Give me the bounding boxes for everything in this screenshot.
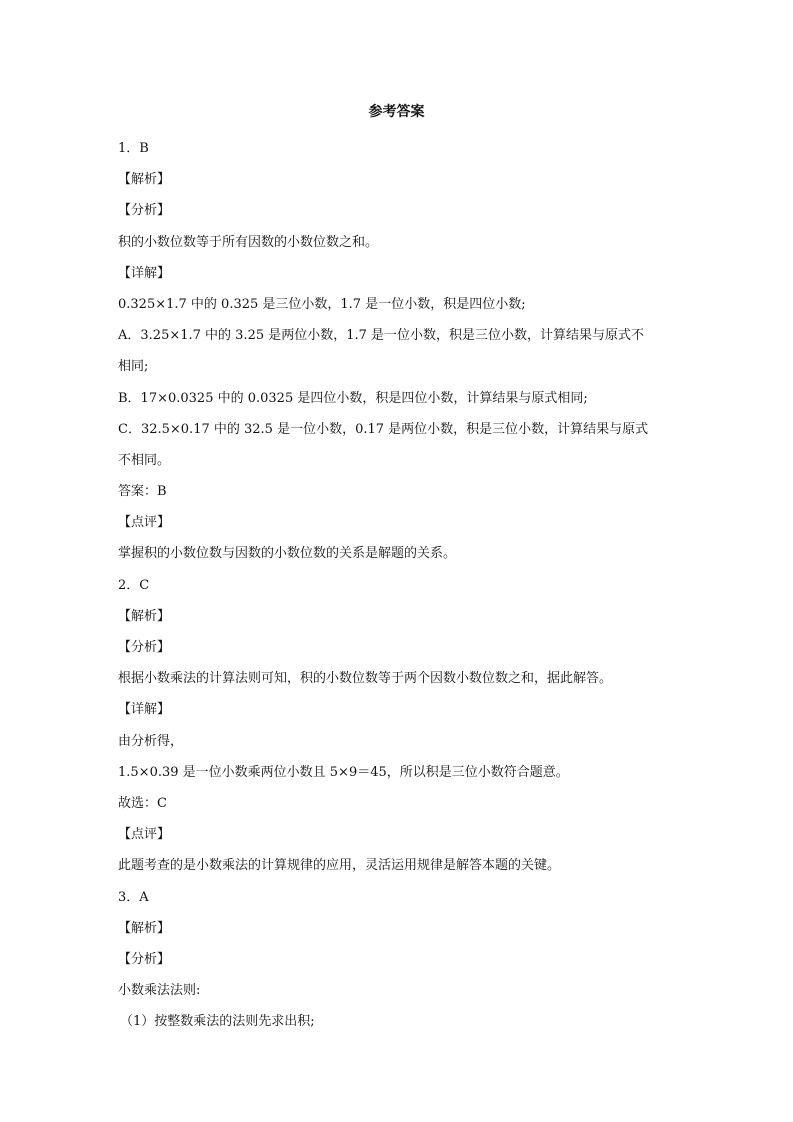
body-text: B．17×0.0325 中的 0.0325 是四位小数，积是四位小数，计算结果与原式相同;: [118, 390, 588, 406]
body-text: C．32.5×0.17 中的 32.5 是一位小数，0.17 是两位小数，积是三位小数，计算结果与原式: [118, 421, 649, 437]
section-heading-analysis: 【解析】: [118, 172, 171, 188]
body-text: A．3.25×1.7 中的 3.25 是两位小数，1.7 是一位小数，积是三位小数，计算结果与原式不: [118, 328, 645, 344]
body-text: 1.5×0.39 是一位小数乘两位小数且 5×9＝45，所以积是三位小数符合题意。: [118, 764, 569, 780]
section-heading-detail: 【详解】: [118, 265, 171, 281]
section-heading-analysis: 【解析】: [118, 920, 171, 936]
body-text: 此题考查的是小数乘法的计算规律的应用，灵活运用规律是解答本题的关键。: [118, 858, 561, 874]
body-text: 0.325×1.7 中的 0.325 是三位小数，1.7 是一位小数，积是四位小数;: [118, 296, 526, 312]
section-heading-comment: 【点评】: [118, 827, 171, 843]
answer-line: 答案：B: [118, 484, 167, 500]
body-text: 积的小数位数等于所有因数的小数位数之和。: [118, 234, 379, 250]
question-number: 1．B: [118, 141, 149, 156]
answer-line: 故选：C: [118, 795, 167, 811]
body-text: 不相同。: [118, 452, 171, 468]
body-text: （1）按整数乘法的法则先求出积;: [120, 1014, 315, 1030]
section-heading-fenxi: 【分析】: [118, 951, 171, 967]
body-text: 根据小数乘法的计算法则可知，积的小数位数等于两个因数小数位数之和，据此解答。: [118, 671, 613, 687]
section-heading-comment: 【点评】: [118, 515, 171, 531]
section-heading-fenxi: 【分析】: [118, 640, 171, 655]
section-heading-analysis: 【解析】: [118, 608, 171, 624]
question-number: 2．C: [118, 577, 150, 593]
section-heading-fenxi: 【分析】: [118, 203, 171, 219]
body-text: 由分析得，: [118, 733, 184, 749]
page-title: 参考答案: [368, 104, 425, 120]
section-heading-detail: 【详解】: [118, 702, 171, 718]
body-text: 相同;: [118, 359, 149, 375]
question-number: 3．A: [118, 889, 149, 905]
body-text: 掌握积的小数位数与因数的小数位数的关系是解题的关系。: [118, 546, 457, 562]
body-text: 小数乘法法则:: [118, 983, 201, 999]
answer-content: [118, 133, 678, 1037]
